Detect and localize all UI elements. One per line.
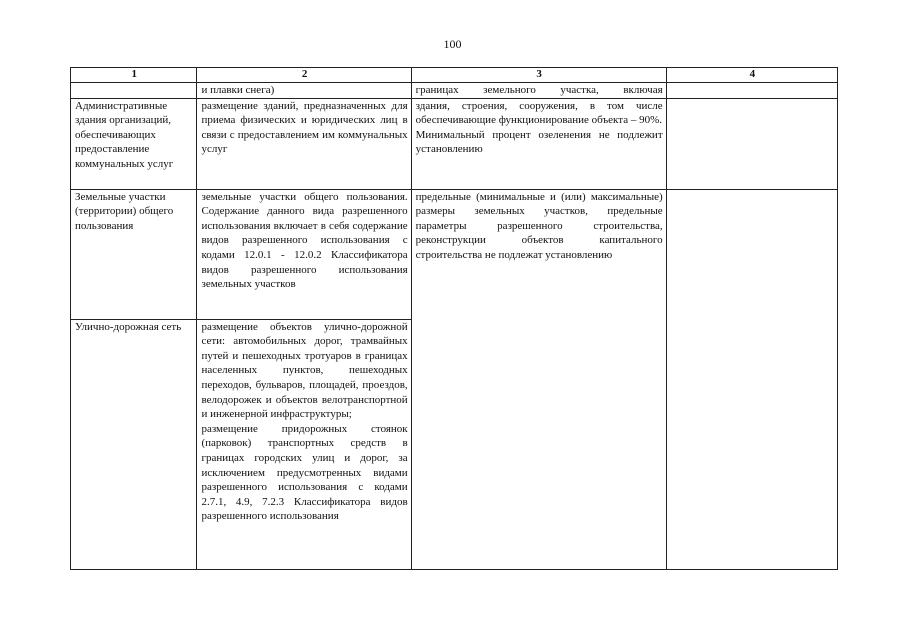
- header-col-4: 4: [666, 68, 837, 83]
- cell-use-name: Земельные участки (территории) общего пользования: [71, 189, 197, 319]
- use-description-text: земельные участки общего пользования. Содержание данного вида разрешенного использования включает в себя содержание видов разрешенного использования с кодами 12.0.1 - 12.0.2 Классификатора видов разрешенного использования земельных участков: [201, 190, 408, 291]
- cell-empty: [71, 83, 197, 99]
- use-description-text-a: размещение объектов улично-дорожной сети: автомобильных дорог, трамвайных путей и пешеходных тротуаров в границах населенных пунктов, пешеходных переходов, бульваров, площадей, проездов, велодорожек и объектов велотранспортной и инженерной инфраструктуры;: [201, 320, 408, 421]
- cell-parameters: [411, 189, 666, 569]
- cell-use-name: Административные здания организаций, обеспечивающих предоставление коммунальных услуг: [71, 98, 197, 189]
- cell-empty: [666, 189, 837, 569]
- cell-continuation-c2: и плавки снега): [197, 83, 411, 99]
- table-row: [71, 83, 838, 99]
- use-description-text-b: размещение придорожных стоянок (парковок) транспортных средств в границах городских улиц и дорог, за исключением предусмотренных видами разрешенного использования с кодами 2.7.1, 4.9, 7.2.3 Классификатора видов разрешенного использования: [201, 422, 408, 523]
- parameters-text: предельные (минимальные и (или) максимальные) размеры земельных участков, предельные параметры разрешенного строительства, реконструкции объектов капитального строительства не подлежат установлению: [415, 190, 663, 261]
- cell-use-description: [197, 98, 411, 189]
- use-description-text: размещение зданий, предназначенных для приема физических и юридических лиц в связи с предоставлением им коммунальных услуг: [201, 99, 408, 156]
- cell-continuation-c3: границах земельного участка, включая: [411, 83, 666, 99]
- parameters-text-b: Минимальный процент озеленения не подлежит установлению: [415, 128, 663, 156]
- cell-use-description: [197, 319, 411, 569]
- header-row: [71, 68, 838, 83]
- page-number: 100: [443, 37, 462, 51]
- table-row: [71, 189, 838, 319]
- cell-empty: [666, 83, 837, 99]
- parameters-text-a: здания, строения, сооружения, в том числе обеспечивающие функционирование объекта – 90%.: [415, 99, 663, 127]
- header-col-2: 2: [197, 68, 411, 83]
- header-col-1: 1: [71, 68, 197, 83]
- cell-parameters: [411, 98, 666, 189]
- header-col-3: 3: [411, 68, 666, 83]
- cell-use-description: [197, 189, 411, 319]
- land-use-table: [70, 67, 838, 570]
- table-row: [71, 98, 838, 189]
- cell-use-name: Улично-дорожная сеть: [71, 319, 197, 569]
- cell-empty: [666, 98, 837, 189]
